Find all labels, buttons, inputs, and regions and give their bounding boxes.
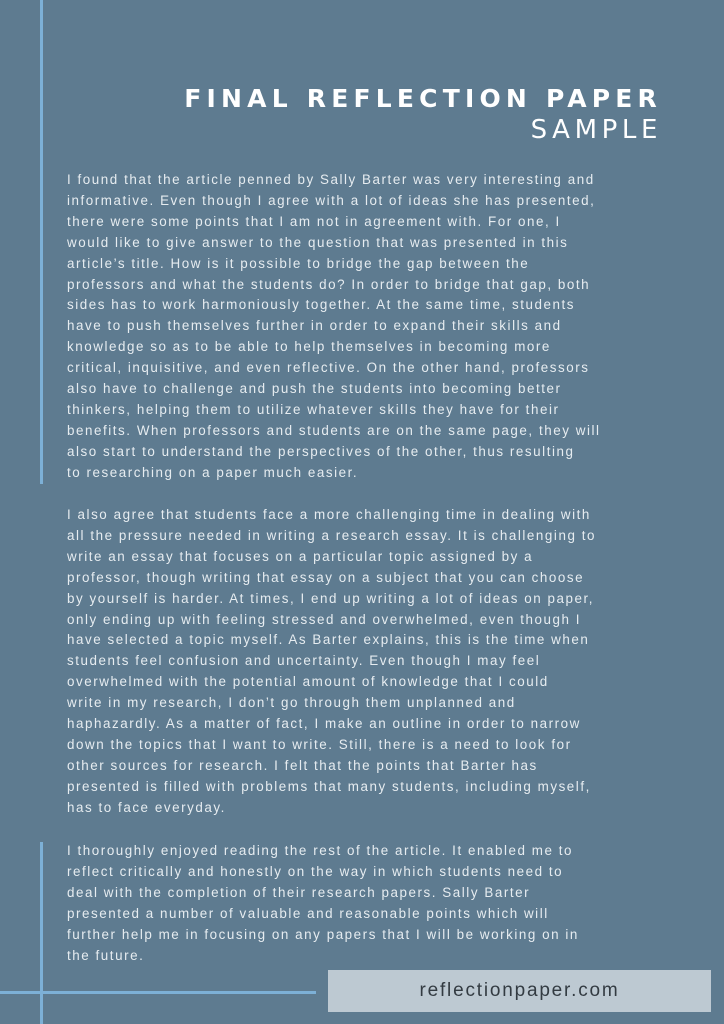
paragraph-1	[67, 170, 677, 484]
text-line: presented a number of valuable and reasonable points which will	[67, 905, 549, 921]
text-line: only ending up with feeling stressed and overwhelmed, even though I	[67, 611, 582, 627]
text-line: write in my research, I don’t go through them unplanned and	[67, 695, 516, 711]
text-line: other sources for research. I felt that the points that Barter has	[67, 757, 538, 773]
title-block	[184, 84, 662, 146]
text-line: write an essay that focuses on a particular topic assigned by a	[67, 548, 534, 564]
page-title: FINAL REFLECTION PAPER	[184, 84, 662, 113]
text-line: overwhelmed with the potential amount of knowledge that I could	[67, 674, 549, 690]
decorative-horizontal-line	[0, 991, 316, 994]
website-banner	[328, 970, 711, 1012]
text-line: have selected a topic myself. As Barter explains, this is the time when	[67, 632, 590, 648]
text-line: article’s title. How is it possible to bridge the gap between the	[67, 255, 530, 271]
text-line: deal with the completion of their research papers. Sally Barter	[67, 884, 531, 900]
text-line: down the topics that I want to write. Still, there is a need to look for	[67, 736, 572, 752]
paragraph-2	[67, 505, 677, 819]
text-line: students feel confusion and uncertainty. Even though I may feel	[67, 653, 541, 669]
decorative-vertical-line-bottom	[40, 842, 43, 1024]
text-line: I found that the article penned by Sally Barter was very interesting and	[67, 172, 595, 187]
paragraph-3	[67, 841, 677, 966]
text-line: knowledge so as to be able to help themselves in becoming more	[67, 339, 551, 355]
text-line: presented is filled with problems that many students, including myself,	[67, 778, 591, 794]
text-line: sides has to work harmoniously together. At the same time, students	[67, 297, 576, 313]
text-line: has to face everyday.	[67, 799, 226, 815]
text-line: the future.	[67, 947, 145, 963]
decorative-vertical-line-top	[40, 0, 43, 484]
text-line: to researching on a paper much easier.	[67, 464, 359, 480]
text-line: haphazardly. As a matter of fact, I make an outline in order to narrow	[67, 716, 581, 732]
text-line: I also agree that students face a more challenging time in dealing with	[67, 507, 591, 522]
text-line: professors and what the students do? In order to bridge that gap, both	[67, 276, 591, 292]
text-line: benefits. When professors and students are on the same page, they will	[67, 422, 601, 438]
text-line: I thoroughly enjoyed reading the rest of the article. It enabled me to	[67, 843, 574, 858]
text-line: professor, though writing that essay on a subject that you can choose	[67, 569, 585, 585]
text-line: reflect critically and honestly on the way in which students need to	[67, 863, 564, 879]
text-line: informative. Even though I agree with a lot of ideas she has presented,	[67, 192, 596, 208]
text-line: by yourself is harder. At times, I end up writing a lot of ideas on paper,	[67, 590, 595, 606]
text-line: would like to give answer to the question that was presented in this	[67, 234, 569, 250]
text-line: have to push themselves further in order to expand their skills and	[67, 318, 562, 334]
text-line: also have to challenge and push the students into becoming better	[67, 381, 562, 397]
text-line: there were some points that I am not in agreement with. For one, I	[67, 213, 561, 229]
website-url: reflectionpaper.com	[419, 980, 620, 1001]
page-subtitle: SAMPLE	[530, 115, 662, 145]
text-line: all the pressure needed in writing a research essay. It is challenging to	[67, 527, 596, 543]
text-line: thinkers, helping them to utilize whatever skills they have for their	[67, 401, 560, 417]
text-line: also start to understand the perspectives of the other, thus resulting	[67, 443, 575, 459]
text-line: further help me in focusing on any papers that I will be working on in	[67, 926, 579, 942]
text-line: critical, inquisitive, and even reflective. On the other hand, professors	[67, 360, 590, 376]
